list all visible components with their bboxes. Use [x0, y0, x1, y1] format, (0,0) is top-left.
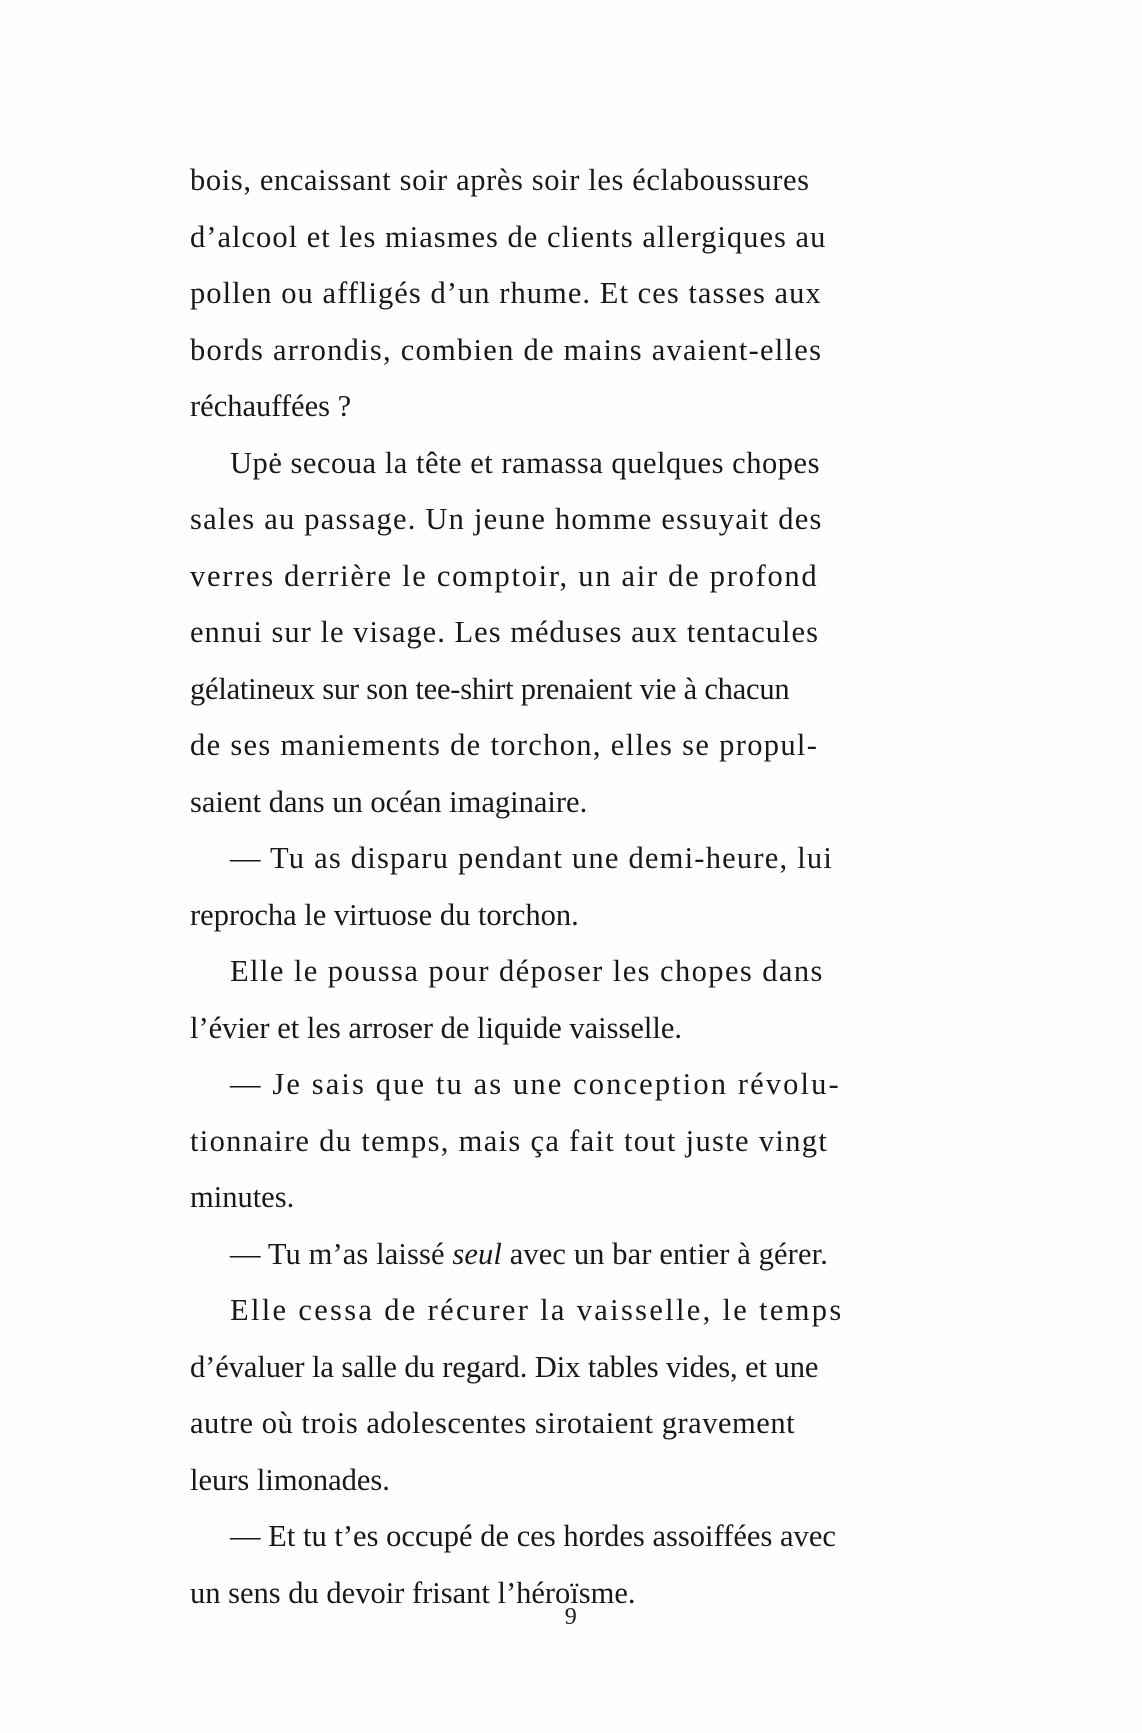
paragraph-5 [190, 1056, 874, 1226]
line-run: — Je sais que tu as une conception révolu- [230, 1067, 841, 1101]
line-run: — Et tu t’es occupé de ces hordes assoiffées avec [230, 1519, 836, 1553]
text-line [190, 717, 874, 774]
text-line [190, 774, 874, 831]
line-run: autre où trois adolescentes sirotaient gravement [190, 1406, 796, 1440]
text-line [190, 1339, 874, 1396]
line-run: Upė secoua la tête et ramassa quelques chopes [230, 445, 820, 480]
text-line [190, 1113, 874, 1170]
text-line [190, 1226, 914, 1283]
paragraph-6 [190, 1226, 874, 1283]
line-run-mixed [230, 1226, 828, 1283]
line-run: réchauffées ? [190, 389, 352, 423]
text-line [190, 322, 874, 379]
text-line [190, 943, 914, 1000]
line-segment-italic: seul [452, 1236, 502, 1271]
text-line [190, 1395, 874, 1452]
text-line [190, 1000, 874, 1057]
line-run: ennui sur le visage. Les méduses aux tentacules [190, 615, 819, 649]
paragraph-3 [190, 830, 874, 943]
text-line [190, 604, 874, 661]
line-run: l’évier et les arroser de liquide vaisselle. [190, 1010, 683, 1045]
paragraph-7 [190, 1282, 874, 1508]
page-text-body [190, 152, 874, 1621]
line-run: sales au passage. Un jeune homme essuyait des [190, 502, 823, 536]
line-segment: — Tu m’as laissé [230, 1236, 453, 1271]
text-line [190, 548, 874, 605]
line-run: bois, encaissant soir après soir les éclaboussures [190, 163, 810, 197]
text-line [190, 265, 874, 322]
page-number: 9 [564, 1604, 578, 1630]
text-line [190, 661, 874, 718]
text-line [190, 152, 874, 209]
line-segment: avec un bar entier à gérer. [501, 1236, 828, 1271]
line-run: un sens du devoir frisant l’héroïsme. [190, 1575, 636, 1610]
line-run: tionnaire du temps, mais ça fait tout juste vingt [190, 1123, 829, 1158]
line-run: reprocha le virtuose du torchon. [190, 897, 579, 932]
line-run: gélatineux sur son tee-shirt prenaient vie à chacun [190, 671, 790, 706]
line-run: pollen ou affligés d’un rhume. Et ces tasses aux [190, 276, 822, 310]
text-line [190, 209, 874, 266]
text-line [190, 378, 874, 435]
paragraph-4 [190, 943, 874, 1056]
line-run: de ses maniements de torchon, elles se propul- [190, 728, 819, 762]
line-run: — Tu as disparu pendant une demi-heure, lui [230, 841, 834, 875]
text-line [190, 1452, 874, 1509]
line-run: Elle cessa de récurer la vaisselle, le temps [230, 1293, 844, 1327]
line-run: bords arrondis, combien de mains avaient-elles [190, 332, 823, 367]
text-line [190, 1169, 874, 1226]
text-line [190, 1282, 914, 1339]
line-run: verres derrière le comptoir, un air de profond [190, 558, 819, 593]
line-run: leurs limonades. [190, 1462, 390, 1497]
line-run: Elle le poussa pour déposer les chopes dans [230, 954, 824, 988]
text-line [190, 1508, 914, 1565]
paragraph-1 [190, 152, 874, 435]
text-line [190, 1056, 914, 1113]
text-line [190, 435, 914, 492]
text-line [190, 491, 874, 548]
line-run: d’évaluer la salle du regard. Dix tables vides, et une [190, 1349, 819, 1384]
paragraph-2 [190, 435, 874, 831]
text-line [190, 887, 874, 944]
line-run: d’alcool et les miasmes de clients allergiques au [190, 219, 827, 254]
line-run: minutes. [190, 1180, 295, 1214]
text-line [190, 830, 914, 887]
line-run: saient dans un océan imaginaire. [190, 784, 588, 819]
